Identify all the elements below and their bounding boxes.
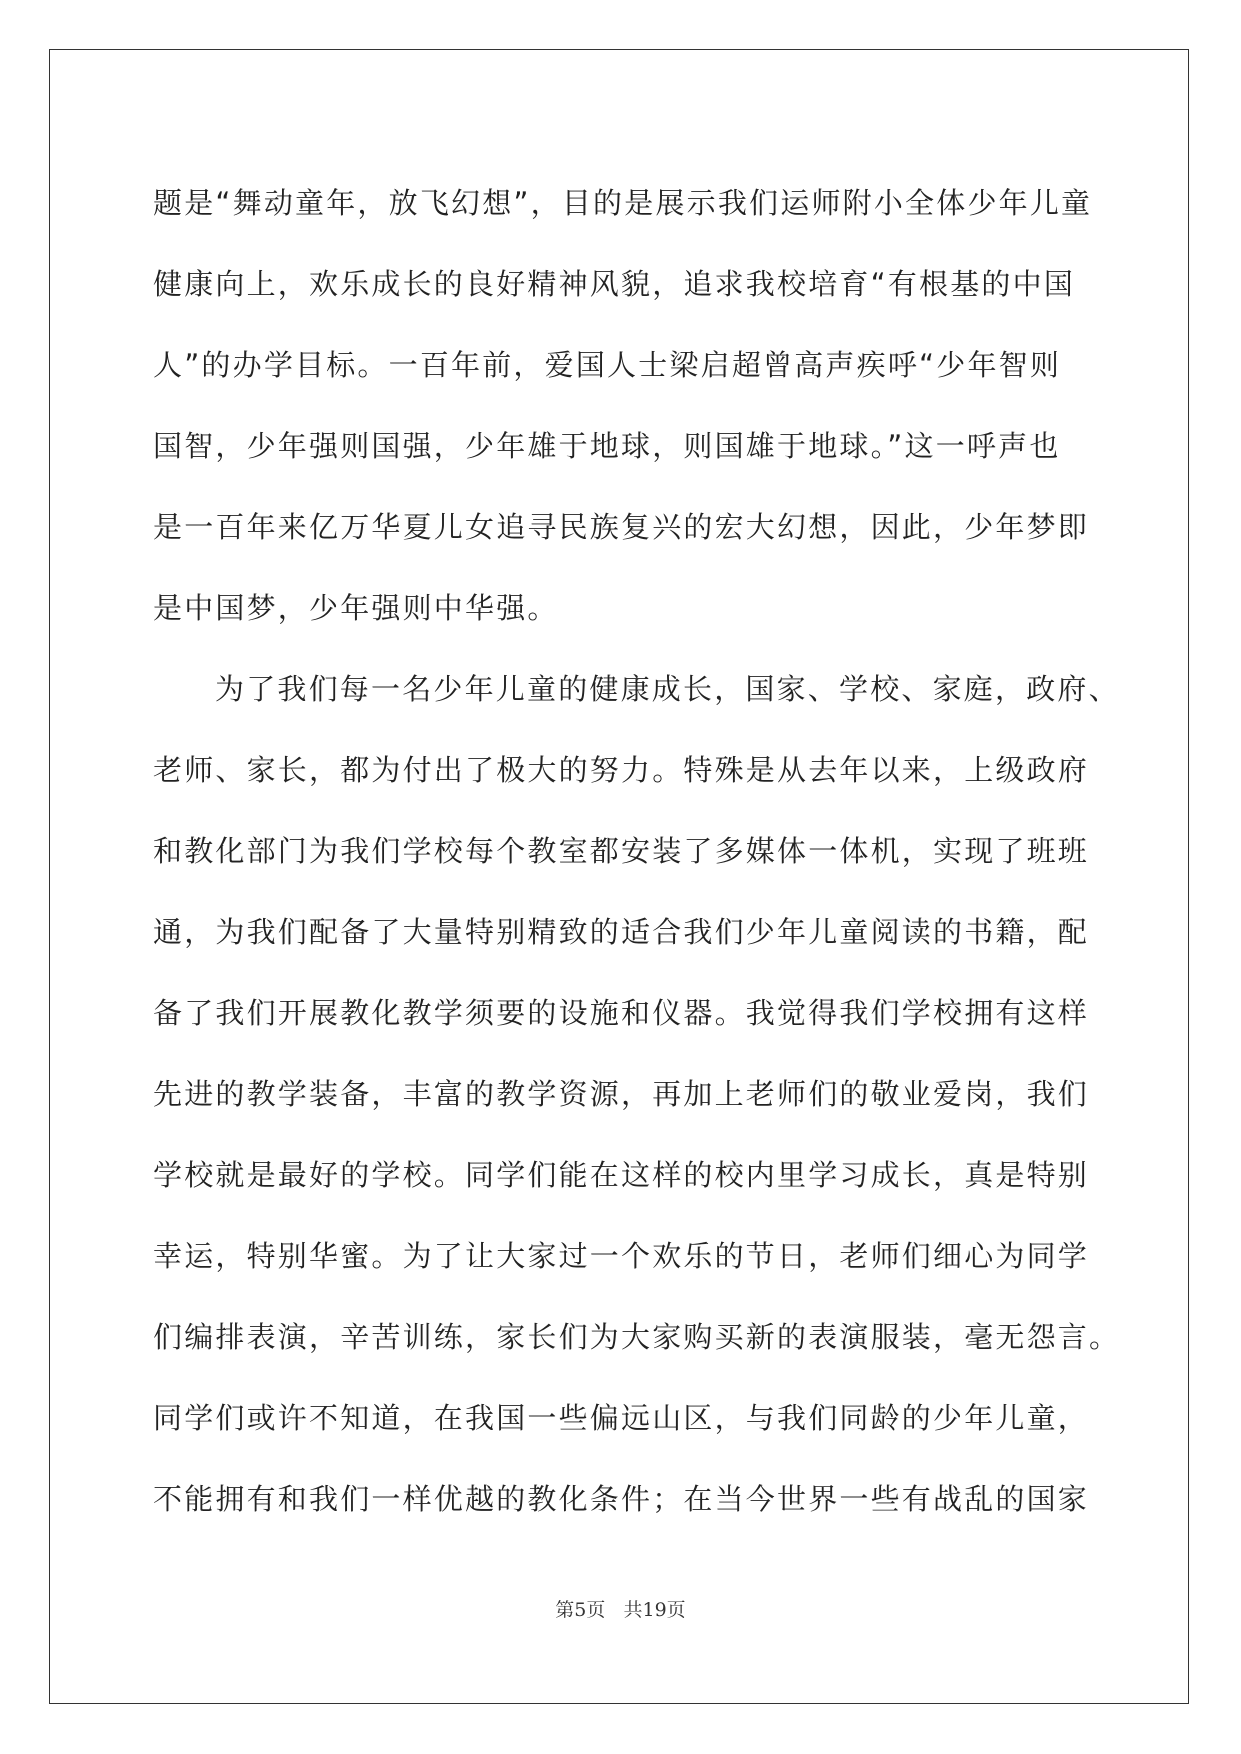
text-line: 通，为我们配备了大量特别精致的适合我们少年儿童阅读的书籍，配 xyxy=(153,915,1090,949)
text-line: 老师、家长，都为付出了极大的努力。特殊是从去年以来，上级政府 xyxy=(153,753,1090,787)
text-line: 健康向上，欢乐成长的良好精神风貌，追求我校培育“有根基的中国 xyxy=(153,267,1076,301)
text-line: 人”的办学目标。一百年前，爱国人士梁启超曾高声疾呼“少年智则 xyxy=(153,348,1062,382)
page-number-footer: 第5页 共19页 xyxy=(555,1599,686,1621)
text-line: 不能拥有和我们一样优越的教化条件；在当今世界一些有战乱的国家 xyxy=(153,1482,1090,1516)
document-body xyxy=(153,163,1121,1540)
paragraph-first-line: 为了我们每一名少年儿童的健康成长，国家、学校、家庭，政府、 xyxy=(215,672,1120,706)
text-line: 是一百年来亿万华夏儿女追寻民族复兴的宏大幻想，因此，少年梦即 xyxy=(153,510,1090,544)
text-line: 是中国梦，少年强则中华强。 xyxy=(153,591,559,625)
text-line: 同学们或许不知道，在我国一些偏远山区，与我们同龄的少年儿童， xyxy=(153,1401,1090,1435)
text-line: 和教化部门为我们学校每个教室都安装了多媒体一体机，实现了班班 xyxy=(153,834,1090,868)
text-line: 先进的教学装备，丰富的教学资源，再加上老师们的敬业爱岗，我们 xyxy=(153,1077,1090,1111)
text-line: 题是“舞动童年，放飞幻想”，目的是展示我们运师附小全体少年儿童 xyxy=(153,186,1093,220)
text-line: 幸运，特别华蜜。为了让大家过一个欢乐的节日，老师们细心为同学 xyxy=(153,1239,1090,1273)
text-line: 们编排表演，辛苦训练，家长们为大家购买新的表演服装，毫无怨言。 xyxy=(153,1320,1121,1354)
text-line: 国智，少年强则国强，少年雄于地球，则国雄于地球。”这一呼声也 xyxy=(153,429,1061,463)
text-line: 备了我们开展教化教学须要的设施和仪器。我觉得我们学校拥有这样 xyxy=(153,996,1090,1030)
text-line: 学校就是最好的学校。同学们能在这样的校内里学习成长，真是特别 xyxy=(153,1158,1090,1192)
